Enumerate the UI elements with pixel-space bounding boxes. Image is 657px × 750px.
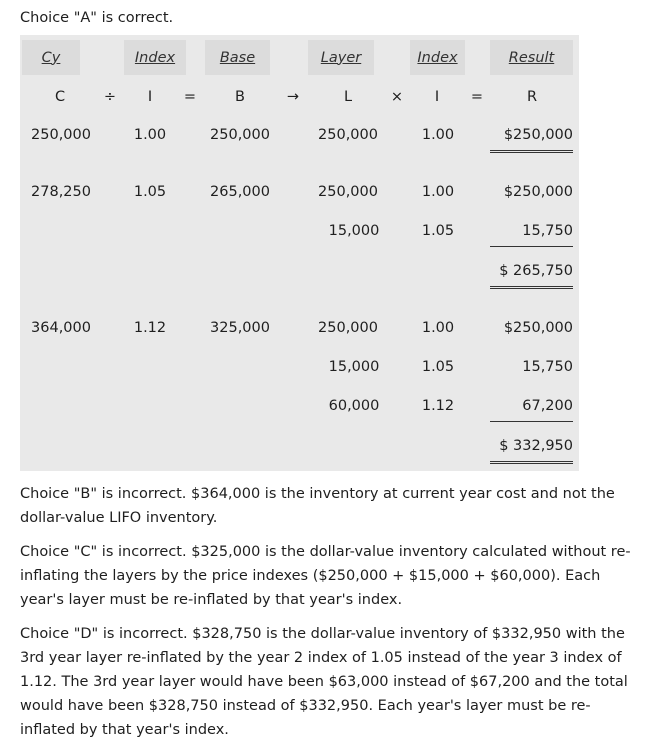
dollar-value-lifo-table: [20, 35, 579, 471]
group1-result: $250,000: [490, 126, 573, 153]
group2-layer1-index: 1.00: [421, 184, 455, 200]
group3-layer1-index: 1.00: [421, 320, 455, 336]
explanation-choice-d: Choice "D" is incorrect. $328,750 is the dollar-value inventory of $332,950 with the 3rd year layer re-inflated by the year 2 index of 1.05 instead of the year 3 index of 1.12. The 3rd year layer would have been $63,000 instead of $67,200 and the total would have been $328,750 instead of $332,950. Each year's layer must be re-inflated by that year's index.: [20, 626, 628, 738]
group2-layer2-index: 1.05: [421, 223, 455, 239]
group2-layer1: 250,000: [318, 184, 378, 200]
group3-layer1: 250,000: [318, 320, 378, 336]
group1-base: 250,000: [210, 127, 270, 143]
group3-layer3: 60,000: [328, 398, 380, 414]
header-result: Result: [490, 40, 573, 75]
symbol-l: L: [343, 89, 353, 105]
header-layer-index: Index: [410, 40, 465, 75]
symbol-layer-i: I: [434, 89, 440, 105]
header-layer: Layer: [308, 40, 374, 75]
group3-layer2-result: 15,750: [522, 359, 573, 375]
symbol-r: R: [526, 89, 538, 105]
group1-layer1-index: 1.00: [421, 127, 455, 143]
group2-base: 265,000: [210, 184, 270, 200]
explanation-choice-b: Choice "B" is incorrect. $364,000 is the inventory at current year cost and not the dollar-value LIFO inventory.: [20, 486, 615, 526]
group3-layer3-index: 1.12: [421, 398, 455, 414]
equals-symbol: =: [183, 89, 197, 105]
group1-layer1: 250,000: [318, 127, 378, 143]
symbol-b: B: [235, 89, 245, 105]
group3-layer3-result: 67,200: [490, 397, 573, 422]
group3-layer1-result: $250,000: [503, 320, 573, 336]
divide-symbol: ÷: [103, 89, 117, 105]
group2-layer2-result: 15,750: [490, 222, 573, 247]
group3-layer2: 15,000: [328, 359, 380, 375]
group2-index: 1.05: [133, 184, 167, 200]
equals-symbol: =: [470, 89, 484, 105]
header-index: Index: [124, 40, 186, 75]
header-cy: Cy: [22, 40, 80, 75]
group3-index: 1.12: [133, 320, 167, 336]
header-base: Base: [205, 40, 270, 75]
group3-cy: 364,000: [31, 320, 91, 336]
group2-total: $ 265,750: [490, 262, 573, 289]
answer-intro: Choice "A" is correct.: [20, 10, 174, 26]
group3-base: 325,000: [210, 320, 270, 336]
symbol-c: C: [54, 89, 66, 105]
group3-layer2-index: 1.05: [421, 359, 455, 375]
multiply-symbol: ×: [390, 89, 404, 105]
group2-layer2: 15,000: [328, 223, 380, 239]
arrow-symbol: →: [286, 89, 300, 105]
symbol-i: I: [147, 89, 153, 105]
group1-cy: 250,000: [31, 127, 91, 143]
explanation-choice-c: Choice "C" is incorrect. $325,000 is the dollar-value inventory calculated without re-inflating the layers by the price indexes ($250,000 + $15,000 + $60,000). Each year's layer must be re-inflated by that year's index.: [20, 544, 631, 608]
group1-index: 1.00: [133, 127, 167, 143]
group3-total: $ 332,950: [490, 437, 573, 464]
group2-layer1-result: $250,000: [503, 184, 573, 200]
group2-cy: 278,250: [31, 184, 91, 200]
